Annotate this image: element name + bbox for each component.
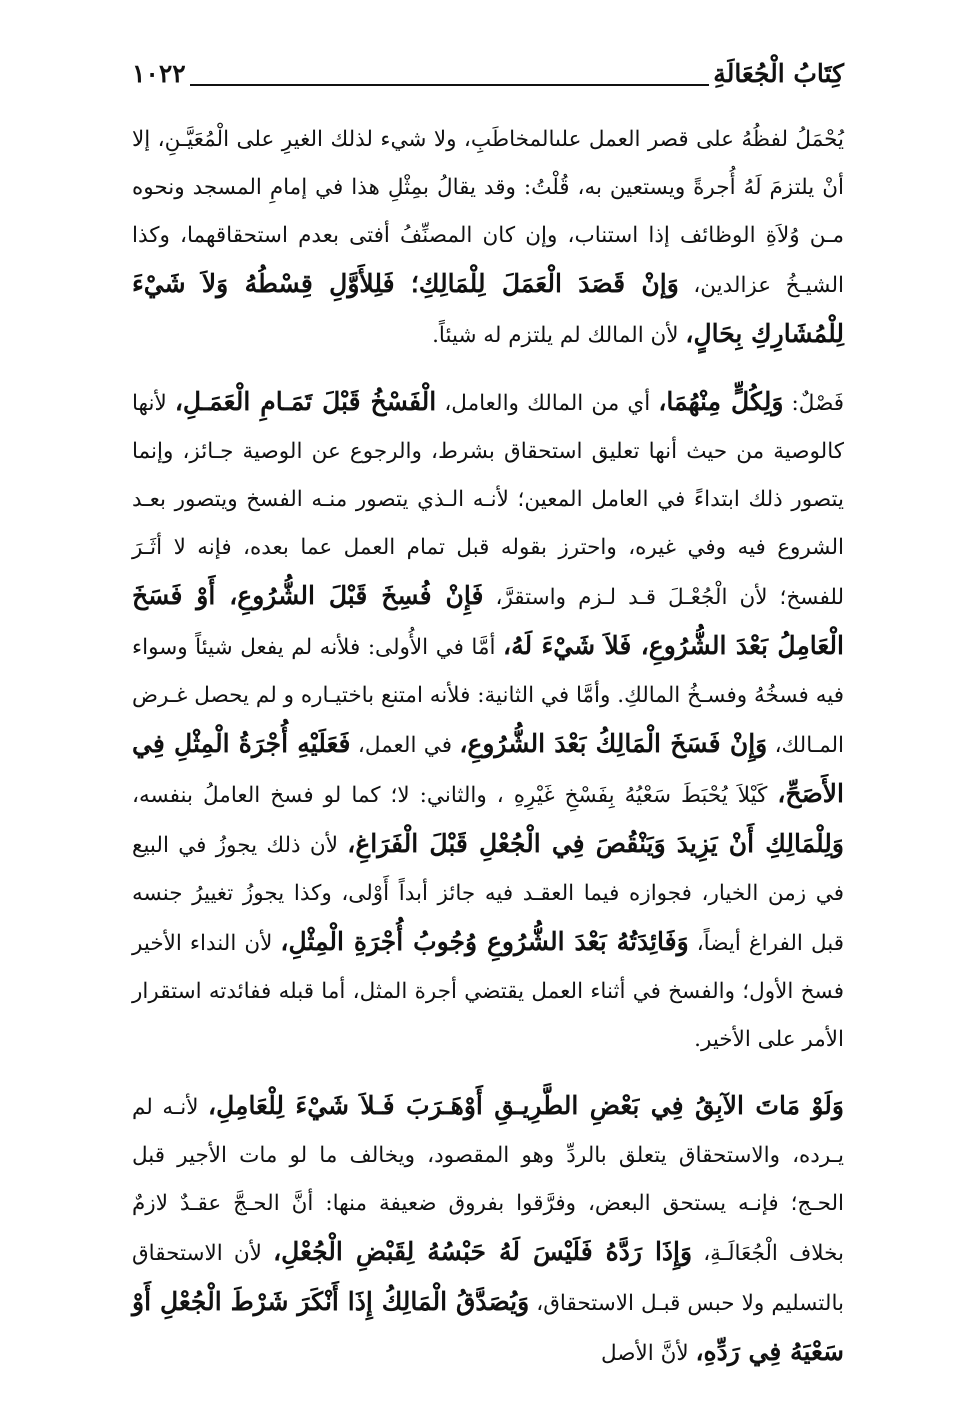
text-segment: لأن المالك لم يلتزم له شيئاً. bbox=[432, 323, 686, 348]
header-rule bbox=[190, 84, 710, 86]
section-label: فَصْلٌ: bbox=[783, 391, 844, 416]
matn-segment: وَلِكُلٍّ مِنْهُمَا، bbox=[658, 387, 784, 416]
running-header bbox=[132, 52, 844, 92]
text-segment: لأنها كالوصية من حيث أنها تعليق استحقاق بشرط، والرجوع عن الوصية جـائز، وإنما يتصور ذلك ابتداءً في العامل المعين؛ لأنـه الـذي يتصور منـه الفسخ ويتصور بعـد الشروع فيه وفي غيره، واحترز بقوله قبل تمام العمل عما بعده، فإنه لا أثَـرَ للفسخ؛ لأن الْجُعْـلَ قـد لـزم واستقرَّ، bbox=[132, 391, 844, 610]
chapter-title: كِتَابُ الْجُعَالَةِ bbox=[713, 59, 844, 88]
text-segment: يُحْمَلُ لفظُهُ على قصر العمل علىالمخاطَبِ، ولا شيء لذلك الغيرِ على الْمُعَيَّـنِ، إلا أنْ يلتزمَ لَهُ أُجرةً ويستعين به، قُلْتُ: وقد يقالُ بمِثْلِ هذا في إمامِ المسجد ونحوه مـن وُلاَةِ الوظائف إذا استناب، وإن كان المصنِّفُ أفتى بعدم استحقاقهما، وكذا الشيـخُ عزالدين، bbox=[132, 127, 844, 298]
matn-segment: فَإِنْ فُسِخَ قَبْلَ الشُّرُوعِ، أَوْ فَسَخَ الْعَامِلُ بَعْدَ الشُّرُوعِ، فَلاَ شَيْءَ لَهُ، bbox=[132, 581, 844, 660]
text-segment: لأن الاستحقاق بالتسليم ولا حبس قبـل الاستحقاق، bbox=[132, 1241, 845, 1316]
matn-segment: وَإِذَا رَدَّهُ فَلَيْسَ لَهُ حَبْسُهُ لِقَبْضِ الْجُعْلِ، bbox=[273, 1237, 693, 1266]
text-segment: كَيْلاَ يُحْبَطَ سَعْيُهُ بِفَسْخِ غَيْرِهِ ، والثاني: لا؛ كما لو فسخ العاملُ بنفسه، bbox=[132, 783, 778, 808]
paragraph-3 bbox=[132, 1082, 844, 1378]
body-text bbox=[132, 116, 844, 1378]
matn-segment: وَلِلْمَالِكِ أَنْ يَزِيدَ وَيَنْقُصَ فِي الْجُعْلِ قَبْلَ الْفَرَاغِ، bbox=[347, 829, 844, 858]
text-segment: في العمل، bbox=[350, 733, 460, 758]
paragraph-1 bbox=[132, 116, 844, 360]
text-segment: لأنـه لم يـرده، والاستحقاق يتعلق بالردِّ وهو المقصود، ويخالف ما لو مات الأجير قبل الحـج؛ فإنـه يستحق البعض، وفرَّقوا بفروق ضعيفة منها: أنَّ الحـجَّ عقـدٌ لازمٌ بخلاف الْجُعَالَـةِ، bbox=[132, 1095, 844, 1266]
matn-segment: وَيُصَدَّقُ الْمَالِكُ إِذَا أَنْكَرَ شَرْطَ الْجُعْلِ أَوْ سَعْيَهُ فِي رَدِّهِ، bbox=[132, 1287, 844, 1366]
matn-segment: الْفَسْخُ قَبْلَ تَمَـامِ الْعَمَـلِ، bbox=[174, 387, 437, 416]
text-segment: أمَّا في الأُولى: فلأنه لم يفعل شيئاً وسواء فيه فسخُهُ وفسـخُ المالكِ. وأمَّا في الثانية: فلأنه امتنع باختيـاره و لم يحصل غـرض المـالك، bbox=[132, 635, 845, 758]
text-segment: أي من المالك والعامل، bbox=[436, 391, 659, 416]
matn-segment: وَلَوْ مَاتَ الآبِقُ فِي بَعْضِ الطَّرِيـقِ أَوْهَـرَبَ فَـلاَ شَيْءَ لِلْعَامِلِ، bbox=[208, 1091, 844, 1120]
matn-segment: وَفَائِدَتُهُ بَعْدَ الشُّرُوعِ وُجُوبُ أُجْرَةِ الْمِثْلِ، bbox=[280, 927, 689, 956]
text-segment: لأن ذلك يجوزُ في البيع في زمن الخيار، فجوازه فيما العقـد فيه جائز أبداً أَوْلى، وكذا يجوزُ تغييرُ جنسه قبل الفراغ أيضاً، bbox=[132, 833, 844, 956]
matn-segment: فَعَلَيْهِ أُجْرَةُ الْمِثْلِ فِي الأَصَحِّ، bbox=[132, 729, 844, 808]
matn-segment: وَإِنْ فَسَخَ الْمَالِكُ بَعْدَ الشُّرُوعِ، bbox=[459, 729, 768, 758]
paragraph-2 bbox=[132, 378, 844, 1064]
text-segment: لأن النداء الأخير فسخ الأول؛ والفسخ في أثناء العمل يقتضي أجرة المثل، أما قبله ففائدته استقرار الأمر على الأخير. bbox=[132, 931, 844, 1052]
text-segment: لأنَّ الأصل bbox=[600, 1341, 696, 1366]
page-number: ١٠٢٢ bbox=[132, 59, 186, 88]
matn-segment: وَإنْ قَصَدَ الْعَمَلَ لِلْمَالِكِ؛ فَلِلأَوَّلِ قِسْطُهُ وَلاَ شَيْءَ لِلْمُشَارِكِ بِحَالٍ، bbox=[132, 269, 844, 348]
